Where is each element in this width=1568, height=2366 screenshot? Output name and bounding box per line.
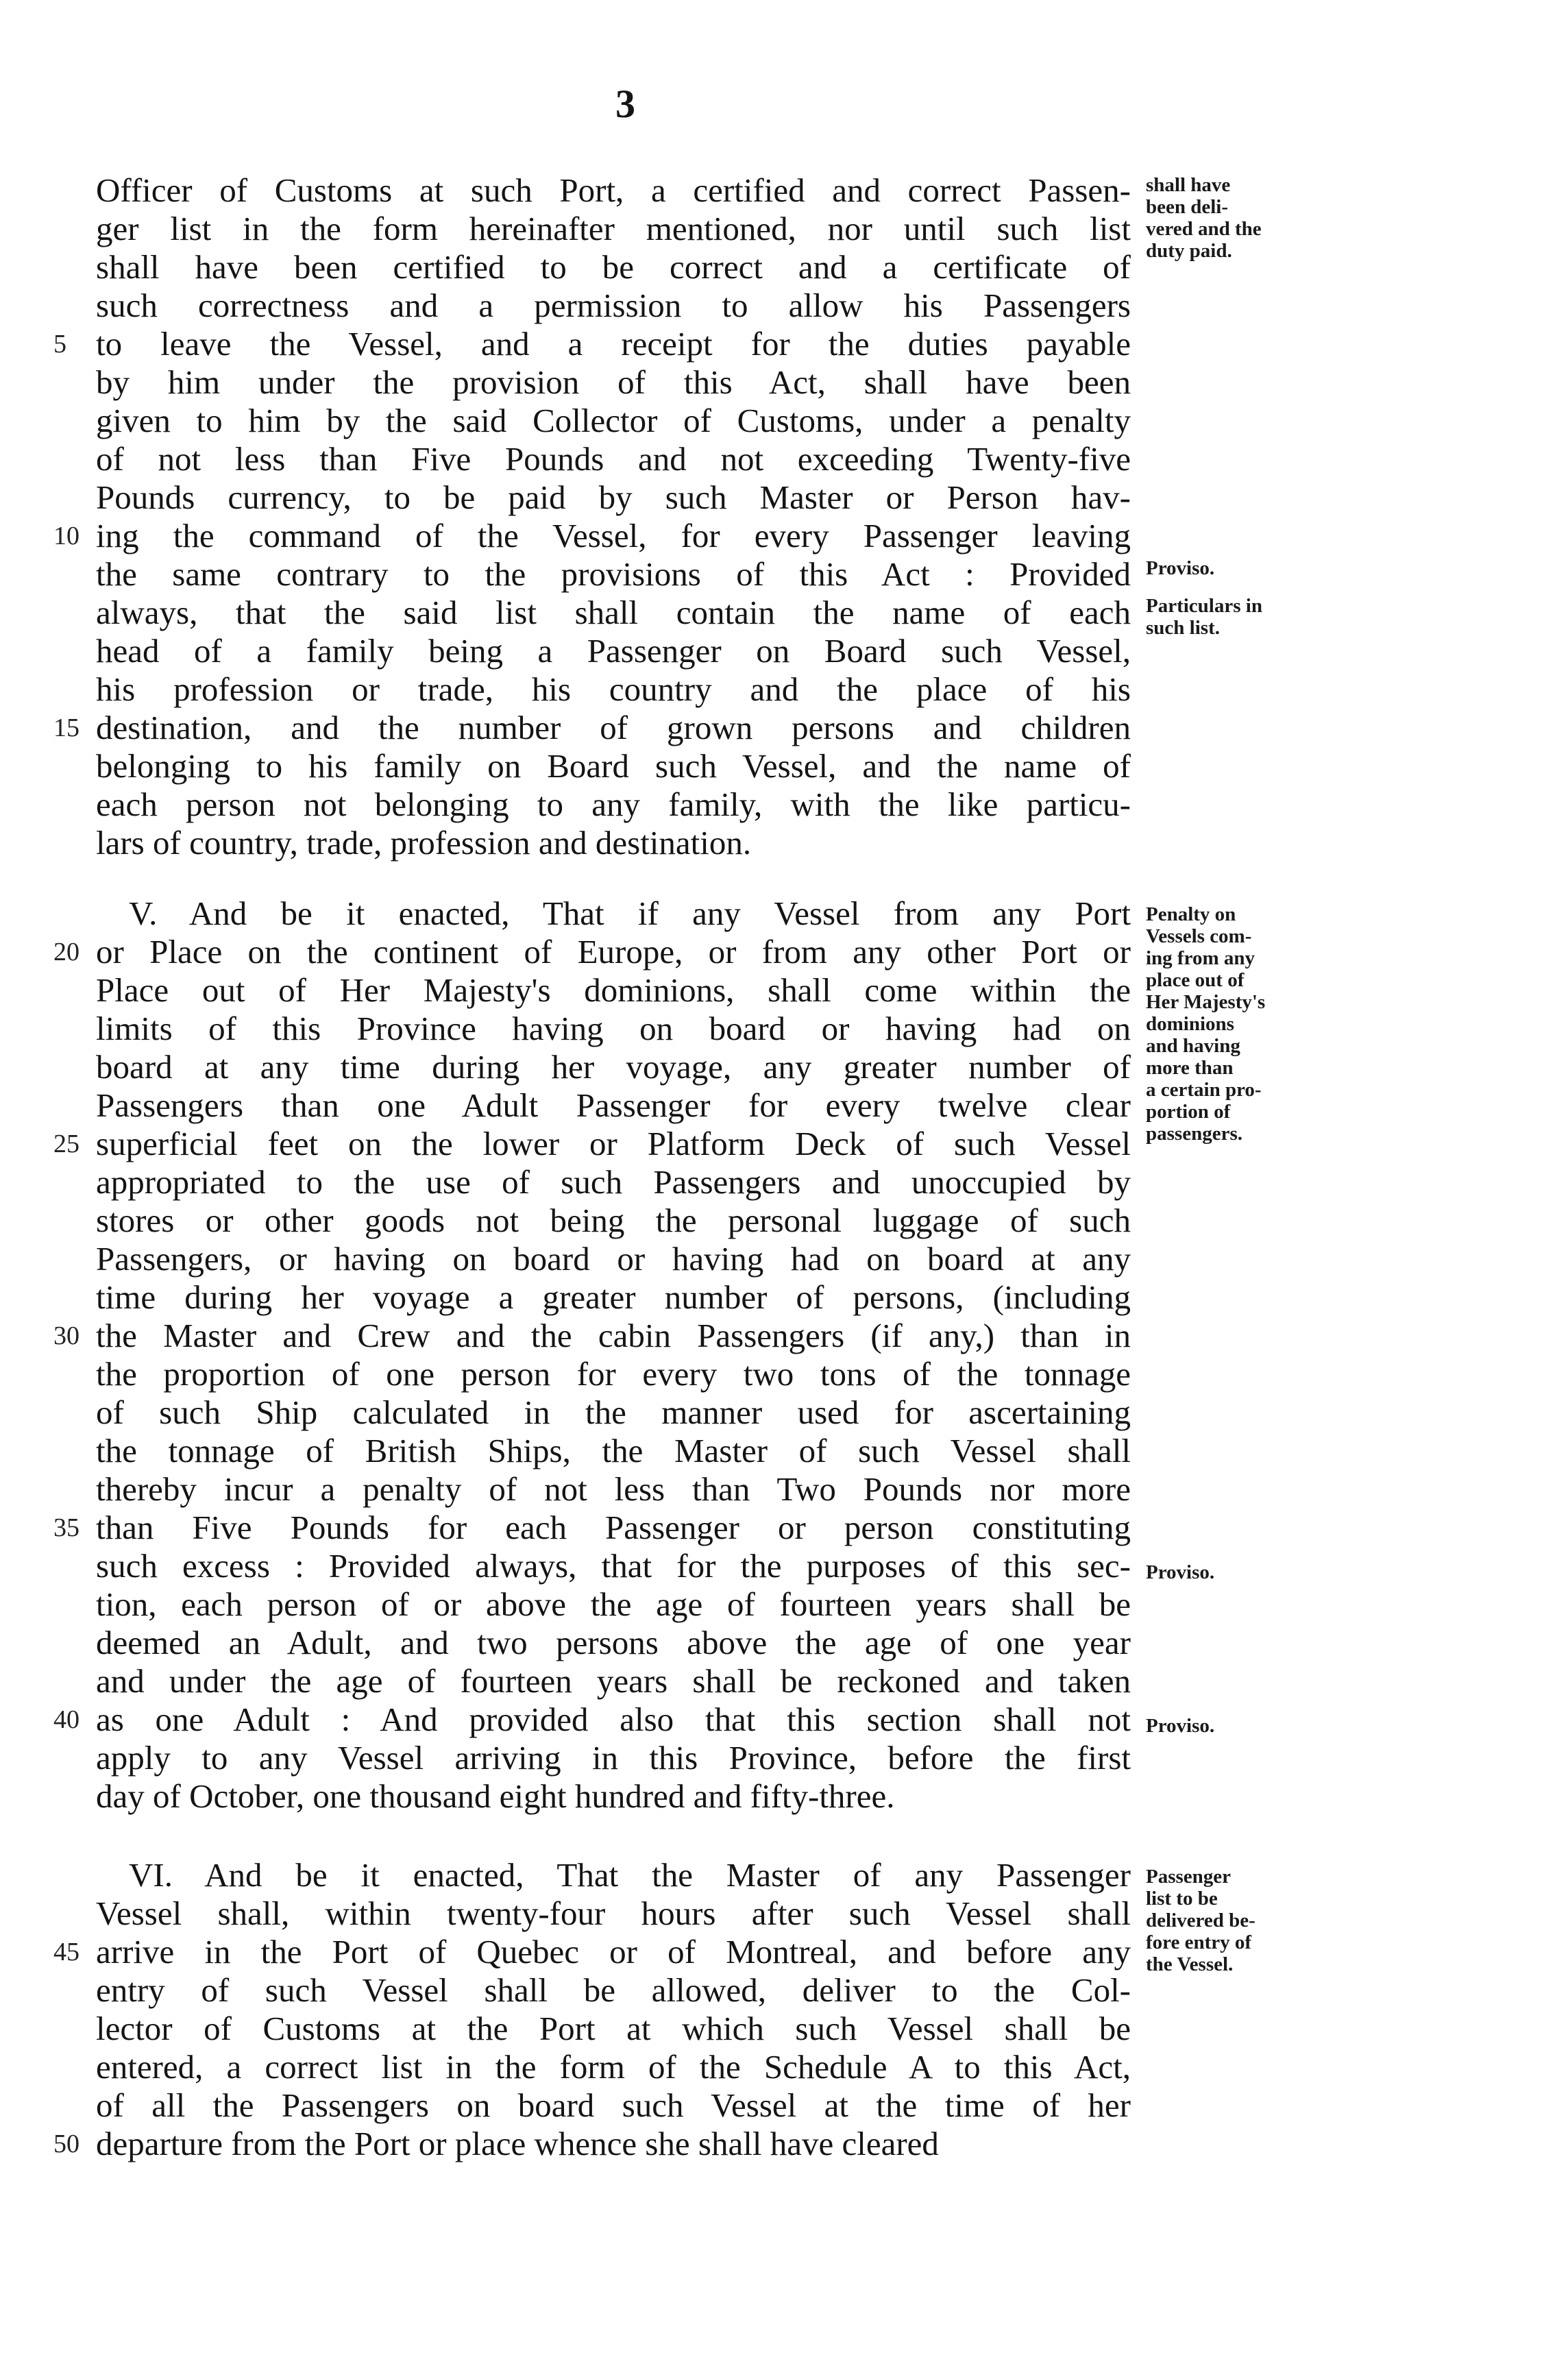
margin-note-line: been deli-	[1146, 196, 1229, 218]
margin-note-line: shall have	[1146, 174, 1231, 196]
line-text: of not less than Five Pounds and not exceeding Twenty-five	[96, 440, 1131, 478]
text-line	[96, 363, 1131, 402]
line-text: each person not belonging to any family, with the like particu-	[96, 785, 1131, 823]
line-number: 15	[53, 714, 79, 742]
margin-note-line: delivered be-	[1146, 1910, 1255, 1931]
line-text: than Five Pounds for each Passenger or person constituting	[96, 1509, 1131, 1546]
text-line	[96, 1240, 1131, 1278]
line-text: shall have been certified to be correct and a certificate of	[96, 248, 1131, 286]
text-line	[96, 1086, 1131, 1125]
text-line	[53, 325, 1131, 363]
paragraph-section-vi	[53, 1856, 1131, 2163]
margin-note-line: Proviso.	[1146, 1715, 1215, 1737]
text-line	[96, 894, 1131, 933]
line-text: head of a family being a Passenger on Board such Vessel,	[96, 632, 1131, 670]
margin-note-line: Proviso.	[1146, 1561, 1215, 1583]
margin-note-line: and having	[1146, 1035, 1240, 1057]
line-text: belonging to his family on Board such Vessel, and the name of	[96, 747, 1131, 785]
margin-note-proviso	[1146, 1715, 1214, 1737]
margin-note-line: Vessels com-	[1146, 925, 1252, 947]
line-text: destination, and the number of grown persons and children	[96, 709, 1131, 746]
line-text: of all the Passengers on board such Vessel at the time of her	[96, 2086, 1131, 2124]
text-line	[53, 517, 1131, 555]
text-line	[96, 747, 1131, 785]
margin-note-penalty	[1146, 903, 1265, 1145]
margin-note-particulars	[1146, 595, 1262, 639]
text-line	[96, 1739, 1131, 1777]
margin-note-proviso	[1146, 557, 1214, 579]
text-line	[96, 286, 1131, 325]
text-line	[96, 1278, 1131, 1317]
text-line	[96, 1971, 1131, 2010]
line-text: tion, each person of or above the age of fourteen years shall be	[96, 1585, 1131, 1623]
text-line	[96, 824, 1131, 862]
margin-note-proviso	[1146, 1561, 1214, 1583]
line-text: limits of this Province having on board or having had on	[96, 1010, 1131, 1047]
text-line	[96, 210, 1131, 248]
line-text: such excess : Provided always, that for the purposes of this sec-	[96, 1547, 1131, 1585]
page-number: 3	[615, 82, 635, 126]
margin-note-line: Penalty on	[1146, 903, 1236, 925]
line-text: Place out of Her Majesty's dominions, shall come within the	[96, 971, 1131, 1009]
text-line	[96, 971, 1131, 1010]
margin-note-line: vered and the	[1146, 218, 1262, 240]
line-text: such correctness and a permission to allow his Passengers	[96, 286, 1131, 324]
paragraph-section-iv-continued	[53, 171, 1131, 862]
text-line	[96, 670, 1131, 709]
text-line	[96, 1010, 1131, 1048]
line-text: his profession or trade, his country and the place of his	[96, 670, 1131, 708]
line-text: appropriated to the use of such Passengers and unoccupied by	[96, 1163, 1131, 1201]
text-line	[96, 248, 1131, 286]
text-line	[53, 1509, 1131, 1547]
line-text: entered, a correct list in the form of the Schedule A to this Act,	[96, 2048, 1131, 2086]
line-text: the proportion of one person for every two tons of the tonnage	[96, 1355, 1131, 1393]
text-line	[53, 933, 1131, 971]
margin-note-line: portion of	[1146, 1101, 1231, 1123]
line-text: ger list in the form hereinafter mentioned, nor until such list	[96, 210, 1131, 247]
text-line	[96, 2010, 1131, 2048]
text-line	[96, 478, 1131, 517]
line-text: the same contrary to the provisions of this Act : Provided	[96, 555, 1131, 593]
line-text: lars of country, trade, profession and destination.	[96, 824, 752, 862]
line-number: 50	[53, 2130, 79, 2158]
line-text: given to him by the said Collector of Customs, under a penalty	[96, 402, 1131, 439]
line-text: as one Adult : And provided also that this section shall not	[96, 1700, 1131, 1738]
line-number: 35	[53, 1513, 79, 1542]
margin-note-line: fore entry of	[1146, 1931, 1252, 1953]
line-text: day of October, one thousand eight hundred and fifty-three.	[96, 1777, 895, 1815]
line-text: lector of Customs at the Port at which such Vessel shall be	[96, 2010, 1131, 2047]
text-line	[96, 1163, 1131, 1202]
text-line	[96, 594, 1131, 632]
text-line	[53, 709, 1131, 747]
line-text: the tonnage of British Ships, the Master of such Vessel shall	[96, 1432, 1131, 1469]
margin-note-line: such list.	[1146, 617, 1220, 639]
line-number: 40	[53, 1705, 79, 1734]
text-line	[96, 555, 1131, 594]
margin-note-passenger-list	[1146, 1866, 1255, 1975]
line-text: by him under the provision of this Act, shall have been	[96, 363, 1131, 401]
margin-note-line: list to be	[1146, 1888, 1218, 1910]
text-line	[96, 402, 1131, 440]
line-text: and under the age of fourteen years shall be reckoned and taken	[96, 1662, 1131, 1700]
margin-note-line: Particulars in	[1146, 595, 1262, 617]
text-line	[53, 1933, 1131, 1971]
text-line	[96, 1470, 1131, 1509]
line-text: Pounds currency, to be paid by such Master or Person hav-	[96, 478, 1131, 516]
line-text: Officer of Customs at such Port, a certified and correct Passen-	[96, 171, 1131, 209]
line-text: apply to any Vessel arriving in this Province, before the first	[96, 1739, 1131, 1777]
text-line	[53, 2125, 1131, 2163]
line-text: ing the command of the Vessel, for every Passenger leaving	[96, 517, 1131, 554]
text-line	[96, 1856, 1131, 1894]
margin-note-line: duty paid.	[1146, 240, 1232, 262]
text-line	[96, 1355, 1131, 1393]
text-line	[96, 171, 1131, 210]
line-text: arrive in the Port of Quebec or of Montreal, and before any	[96, 1933, 1131, 1971]
text-line	[96, 2086, 1131, 2125]
line-text: board at any time during her voyage, any greater number of	[96, 1048, 1131, 1086]
line-text: V. And be it enacted, That if any Vessel from any Port	[129, 894, 1131, 932]
line-text: stores or other goods not being the personal luggage of such	[96, 1202, 1131, 1239]
margin-note-shall-have	[1146, 174, 1262, 262]
text-line	[96, 440, 1131, 478]
text-line	[96, 1432, 1131, 1470]
line-text: Passengers than one Adult Passenger for every twelve clear	[96, 1086, 1131, 1124]
text-line	[96, 1624, 1131, 1662]
line-text: departure from the Port or place whence she shall have cleared	[96, 2125, 939, 2162]
line-number: 5	[53, 330, 66, 358]
line-number: 10	[53, 522, 79, 550]
margin-note-line: place out of	[1146, 969, 1245, 991]
line-text: time during her voyage a greater number of persons, (including	[96, 1278, 1131, 1316]
margin-note-line: Proviso.	[1146, 557, 1215, 579]
text-line	[96, 1777, 1131, 1816]
margin-note-line: the Vessel.	[1146, 1953, 1234, 1975]
line-text: Passengers, or having on board or having had on board at any	[96, 1240, 1131, 1278]
margin-note-line: a certain pro-	[1146, 1079, 1262, 1101]
text-line	[96, 1585, 1131, 1624]
line-number: 20	[53, 938, 79, 966]
line-text: thereby incur a penalty of not less than Two Pounds nor more	[96, 1470, 1131, 1508]
line-number: 25	[53, 1130, 79, 1158]
margin-note-line: Passenger	[1146, 1866, 1232, 1888]
text-line	[96, 1547, 1131, 1585]
line-number: 30	[53, 1321, 79, 1350]
text-line	[96, 632, 1131, 670]
margin-note-line: Her Majesty's	[1146, 991, 1266, 1013]
margin-note-line: dominions	[1146, 1013, 1234, 1035]
line-text: superficial feet on the lower or Platform Deck of such Vessel	[96, 1125, 1131, 1162]
text-line	[96, 785, 1131, 824]
text-line	[53, 1700, 1131, 1739]
margin-note-line: passengers.	[1146, 1123, 1242, 1145]
margin-note-line: ing from any	[1146, 947, 1255, 969]
paragraph-section-v	[53, 894, 1131, 1816]
line-text: or Place on the continent of Europe, or from any other Port or	[96, 933, 1131, 971]
line-text: VI. And be it enacted, That the Master of any Passenger	[129, 1856, 1131, 1894]
line-text: to leave the Vessel, and a receipt for the duties payable	[96, 325, 1131, 363]
text-line	[96, 1048, 1131, 1086]
text-line	[96, 1202, 1131, 1240]
line-text: entry of such Vessel shall be allowed, deliver to the Col-	[96, 1971, 1131, 2009]
text-line	[53, 1125, 1131, 1163]
text-line	[96, 1894, 1131, 1933]
text-line	[96, 1662, 1131, 1700]
text-line	[96, 1393, 1131, 1432]
text-line	[96, 2048, 1131, 2086]
line-text: of such Ship calculated in the manner used for ascertaining	[96, 1393, 1131, 1431]
text-line	[53, 1317, 1131, 1355]
line-text: deemed an Adult, and two persons above the age of one year	[96, 1624, 1131, 1661]
line-number: 45	[53, 1938, 79, 1966]
line-text: Vessel shall, within twenty-four hours after such Vessel shall	[96, 1894, 1131, 1932]
margin-note-line: more than	[1146, 1057, 1234, 1079]
line-text: always, that the said list shall contain the name of each	[96, 594, 1131, 631]
line-text: the Master and Crew and the cabin Passengers (if any,) than in	[96, 1317, 1131, 1354]
